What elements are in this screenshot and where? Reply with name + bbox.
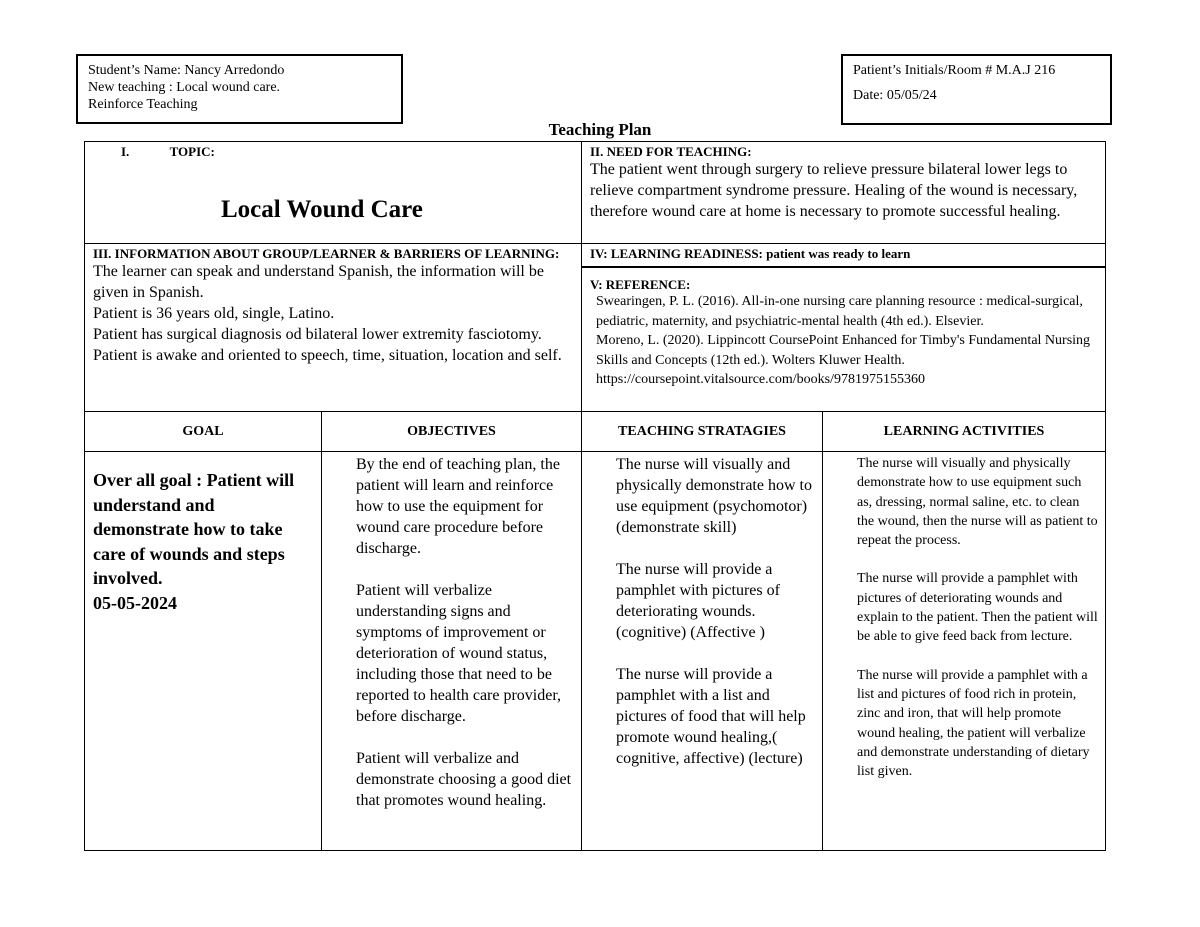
- objectives-cell: [322, 452, 582, 851]
- activities-cell: [823, 452, 1106, 851]
- objective-item: By the end of teaching plan, the patient will learn and reinforce how to use the equipment for wound care procedure before discharge.: [356, 456, 560, 557]
- strategy-item: The nurse will visually and physically demonstrate how to use equipment (psychomotor) (demonstrate skill): [616, 456, 812, 536]
- page-title: Teaching Plan: [548, 120, 652, 139]
- info-line1: The learner can speak and understand Spanish, the information will be given in Spanish.: [93, 263, 544, 301]
- need-label: II. NEED FOR TEACHING:: [590, 144, 752, 159]
- objective-item: Patient will verbalize understanding signs and symptoms of improvement or deterioration of wound status, including those that need to be reported to health care provider, before discharge.: [356, 582, 562, 725]
- topic-value: Local Wound Care: [221, 196, 423, 223]
- objective-item: Patient will verbalize and demonstrate choosing a good diet that promotes wound healing.: [356, 750, 572, 809]
- topic-label: TOPIC:: [169, 144, 215, 159]
- col-strategies-header: TEACHING STRATAGIES: [582, 412, 823, 452]
- strategies-cell: [582, 452, 823, 851]
- row-column-headers: [85, 412, 1106, 452]
- new-teaching: New teaching : Local wound care.: [88, 80, 281, 95]
- activity-item: The nurse will provide a pamphlet with pictures of deteriorating wounds and explain to the patient. Then the patient will be able to give feed back from lecture.: [857, 571, 1098, 645]
- goal-text: Over all goal : Patient will understand and demonstrate how to take care of wounds and steps involved.: [93, 470, 295, 588]
- info-line2: Patient is 36 years old, single, Latino.: [93, 305, 335, 322]
- topic-cell: [85, 142, 582, 244]
- row-plan-content: [85, 452, 1106, 851]
- col-activities-header: LEARNING ACTIVITIES: [823, 412, 1106, 452]
- readiness-label: IV: LEARNING READINESS: patient was ready to learn: [590, 246, 911, 261]
- row-topic-need: [85, 142, 1106, 244]
- readiness-reference-cell: [582, 244, 1106, 412]
- strategy-item: The nurse will provide a pamphlet with a list and pictures of food that will help promote wound healing,( cognitive, affective) (lecture): [616, 666, 806, 767]
- patient-room: Patient’s Initials/Room # M.A.J 216: [853, 63, 1056, 78]
- reference-label: V: REFERENCE:: [590, 277, 691, 292]
- info-cell: [85, 244, 582, 412]
- teaching-plan-table: [84, 141, 1106, 851]
- patient-info-box: [841, 54, 1112, 125]
- col-objectives-header: OBJECTIVES: [322, 412, 582, 452]
- student-info-box: [76, 54, 403, 124]
- topic-number: I.: [121, 144, 130, 159]
- reinforce-teaching: Reinforce Teaching: [88, 97, 198, 112]
- need-cell: [582, 142, 1106, 244]
- goal-cell: [85, 452, 322, 851]
- plan-date: Date: 05/05/24: [853, 88, 937, 103]
- student-name: Student’s Name: Nancy Arredondo: [88, 63, 285, 78]
- activity-item: The nurse will visually and physically demonstrate how to use equipment such as, dressing, normal saline, etc. to clean the wound, then the nurse will as patient to repeat the process.: [857, 456, 1098, 549]
- info-label: III. INFORMATION ABOUT GROUP/LEARNER & BARRIERS OF LEARNING:: [93, 246, 560, 261]
- activity-item: The nurse will provide a pamphlet with a list and pictures of food rich in protein, zinc and iron, that will help promote wound healing, the patient will verbalize and demonstrate understanding of dietary list given.: [857, 667, 1090, 780]
- reference-1: Swearingen, P. L. (2016). All-in-one nursing care planning resource : medical-surgical, pediatric, maternity, and psychiatric-mental health (4th ed.). Elsevier.: [596, 294, 1083, 329]
- reference-2: Moreno, L. (2020). Lippincott CoursePoint Enhanced for Timby's Fundamental Nursing Skills and Concepts (12th ed.). Wolters Kluwer Health. https://coursepoint.vitalsource.com/books/9781975155360: [596, 333, 1091, 387]
- col-goal-header: GOAL: [85, 412, 322, 452]
- info-line3: Patient has surgical diagnosis od bilateral lower extremity fasciotomy. Patient is awake and oriented to speech, time, situation, location and self.: [93, 326, 562, 364]
- strategy-item: The nurse will provide a pamphlet with pictures of deteriorating wounds. (cognitive) (Affective ): [616, 561, 780, 641]
- row-info-readiness: [85, 244, 1106, 412]
- need-text: The patient went through surgery to relieve pressure bilateral lower legs to relieve compartment syndrome pressure. Healing of the wound is necessary, therefore wound care at home is necessary to promote successful healing.: [590, 161, 1078, 220]
- goal-date: 05-05-2024: [93, 592, 177, 613]
